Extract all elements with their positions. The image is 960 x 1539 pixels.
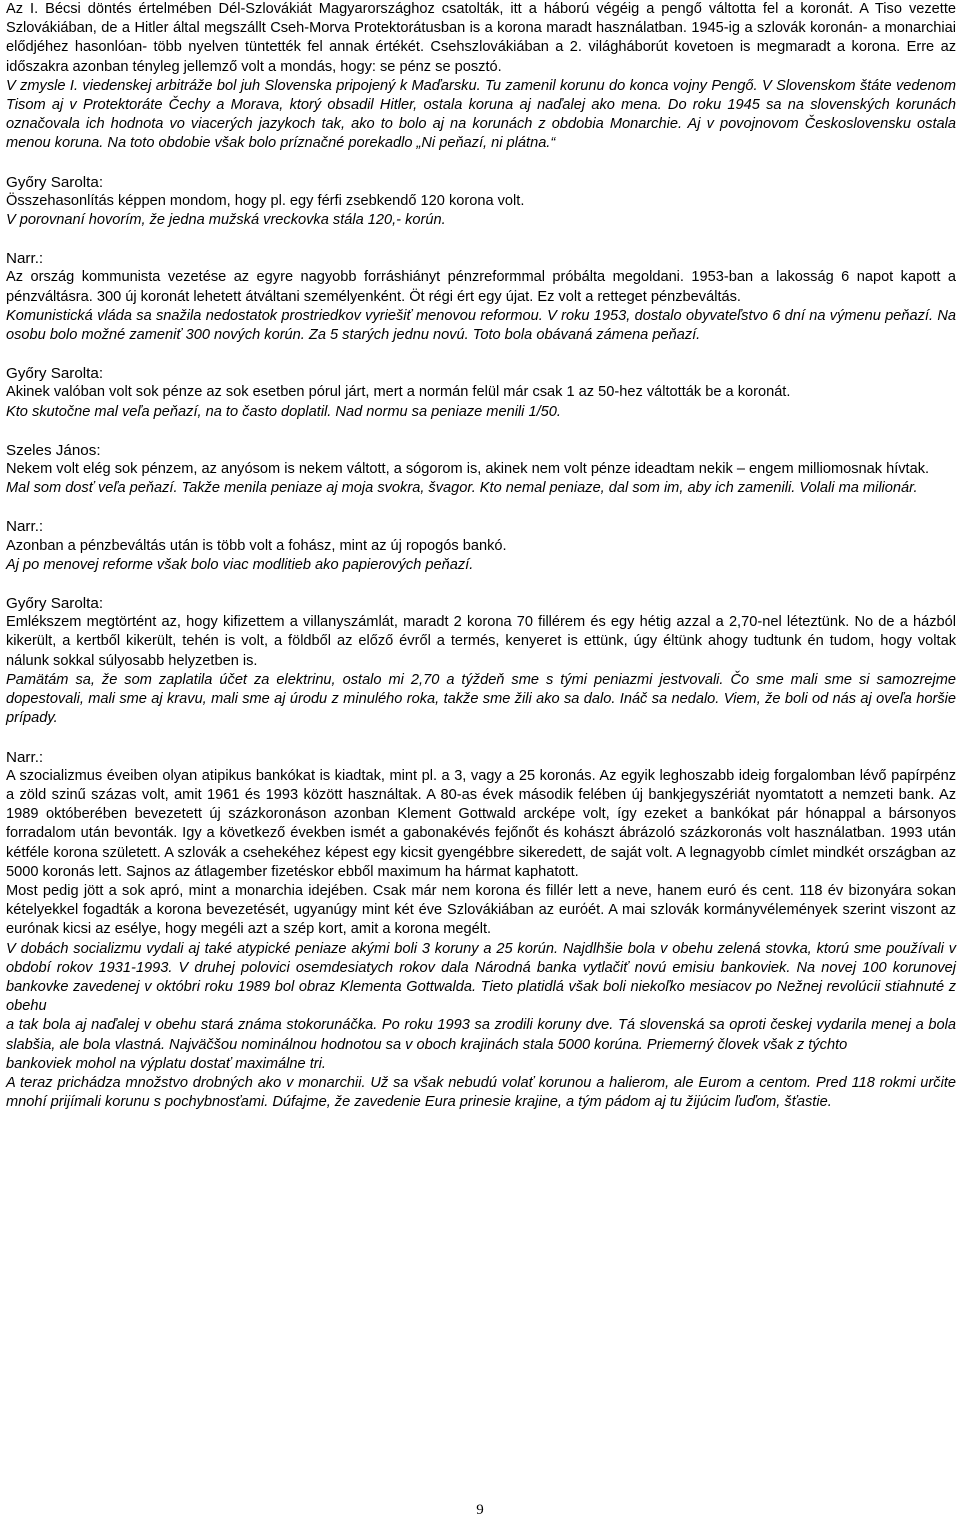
- slovak-paragraph: A teraz prichádza množstvo drobných ako v monarchii. Už sa však nebudú volať korunou a halierom, ale Eurom a centom. Pred 118 rokmi určite mnohí prijímali korunu s pochybnosťami. Dúfajme, že zavedenie Eura prinesie krajine, a tým pádom aj tu žijúcim ľuďom, šťastie.: [6, 1074, 956, 1111]
- hungarian-paragraph: Az I. Bécsi döntés értelmében Dél-Szlovákiát Magyarországhoz csatolták, itt a háború végéig a pengő váltotta fel a koronát. A Tiso vezette Szlovákiában, de a Hitler által megszállt Cseh-Morva Protektorátusban is a korona maradt használatban. 1945-ig a szlovák koronán- a monarchiai elődjéhez hasonlóan- több nyelven tüntették fel annak értékét. Csehszlovákiában a 2. világháborút kovetoen is megmaradt a korona. Erre az időszakra azonban tényleg jellemző volt a mondás, hogy: se pénz se posztó.: [6, 1, 956, 75]
- speaker-label: Győry Sarolta:: [6, 173, 104, 191]
- speaker-label: Narr.:: [6, 748, 44, 766]
- slovak-paragraph: Mal som dosť veľa peňazí. Takže menila peniaze aj moja svokra, švagor. Kto nemal peniaze, dal som im, aby ich zamenili. Volali ma milionár.: [6, 480, 918, 497]
- slovak-paragraph: V zmysle I. viedenskej arbitráže bol juh Slovenska pripojený k Maďarsku. Tu zamenil korunu do konca vojny Pengő. V Slovenskom štáte vedenom Tisom aj v Protektoráte Čechy a Morava, ktorý obsadil Hitler, ostala koruna aj naďalej ako mena. Do roku 1945 sa na slovenských korunách označovala ich hodnota vo viacerých jazykoch tak, ako to bolo aj na korunách z obdobia Monarchie. Aj v povojnovom Československu ostala menou koruna. Na toto obdobie však bolo príznačné porekadlo „Ni peňazí, ni plátna.“: [6, 77, 956, 152]
- page-number: 9: [476, 1502, 484, 1518]
- speaker-label: Győry Sarolta:: [6, 595, 104, 613]
- speaker-label: Szeles János:: [6, 441, 101, 459]
- speaker-label: Narr.:: [6, 250, 44, 268]
- paragraph-gap: [6, 498, 956, 517]
- hungarian-paragraph: Nekem volt elég sok pénzem, az anyósom is nekem váltott, a sógorom is, akinek nem volt pénze ideadtam nekik – engem milliomosnak hívtak.: [6, 461, 930, 478]
- slovak-paragraph: Pamätám sa, že som zaplatila účet za elektrinu, ostalo mi 2,70 a týždeň sme s tými peniazmi jestvovali. Čo sme mali sme si samozrejme dopestovali, mali sme aj kravu, mali sme aj úrodu z minulého roka, takže sme žili ako sa dalo. Ináč sa nedalo. Viem, že boli od nás aj oveľa horšie prípady.: [6, 671, 956, 727]
- speaker-label: Narr.:: [6, 518, 44, 536]
- paragraph-gap: [6, 729, 956, 748]
- slovak-paragraph: V porovnaní hovorím, že jedna mužská vreckovka stála 120,- korún.: [6, 212, 446, 229]
- hungarian-paragraph: A szocializmus éveiben olyan atipikus bankókat is kiadtak, mint pl. a 3, vagy a 25 koronás. Az egyik leghoszabb ideig forgalomban lévő papírpénz a zöld szinű százas volt, amit 1961 és 1993 között használtak. A 80-as évek második felében új bankjegyszériát nyomtatott a nemzeti bank. Az 1989 októberében bevezetett új százkoronáson azonban Klement Gottwald arcképe volt, így ezeket a bankókat pár hónappal a bársonyos forradalom után bevonták. Igy a következő években ismét a gabonakévés fejőnőt és kohászt ábrázoló százkoronás volt használatban. 1993 után kétféle korona született. A szlovák a csehekéhez képest egy kicsit gyengébbre sikeredett, de saját volt. A legnagyobb címlet mindkét országban az 5000 koronás lett. Sajnos az átlagember fizetéskor ebből maximum ha hármat kaphatott.: [6, 767, 956, 880]
- paragraph-gap: [6, 230, 956, 249]
- paragraph-gap: [6, 345, 956, 364]
- hungarian-paragraph: Emlékszem megtörtént az, hogy kifizettem a villanyszámlát, maradt 2 korona 70 fillérem és egy hétig azzal a 2,70-nel léteztünk. No de a házból kikerült, a kertből kikerült, tehén is volt, a földből az előző évről a termés, kenyeret is ettünk, úgy éltünk ahogy tudtunk én tudom, hogy voltak nálunk sokkal súlyosabb helyzetben is.: [6, 614, 956, 669]
- slovak-paragraph: bankoviek mohol na výplatu dostať maximálne tri.: [6, 1055, 326, 1072]
- hungarian-paragraph: Összehasonlítás képpen mondom, hogy pl. egy férfi zsebkendő 120 korona volt.: [6, 192, 525, 209]
- paragraph-gap: [6, 154, 956, 173]
- paragraph-gap: [6, 422, 956, 441]
- document-body: [6, 0, 956, 1112]
- paragraph-gap: [6, 575, 956, 594]
- hungarian-paragraph: Akinek valóban volt sok pénze az sok esetben pórul járt, mert a normán felül már csak 1 az 50-hez váltották be a koronát.: [6, 384, 791, 401]
- slovak-paragraph: V dobách socializmu vydali aj také atypické peniaze akými boli 3 koruny a 25 korún. Najdlhšie bola v obehu zelená stovka, ktorú sme používali v období rokov 1931-1993. V druhej polovici osemdesiatych rokov dala Národná banka vytlačiť novú emisiu bankoviek. Na novej 100 korunovej bankovke zavedenej v októbri roku 1989 bol obraz Klementa Gottwalda. Tieto platidlá však boli niekoľko mesiacov po Nežnej revolúcii stiahnuté z obehu: [6, 940, 956, 1015]
- hungarian-paragraph: Azonban a pénzbeváltás után is több volt a fohász, mint az új ropogós bankó.: [6, 537, 507, 554]
- slovak-paragraph: Komunistická vláda sa snažila nedostatok prostriedkov vyriešiť menovou reformou. V roku 1953, dostalo obyvateľstvo 6 dní na výmenu peňazí. Na osobu bolo možné zameniť 300 nových korún. Za 5 starých jednu novú. Toto bola obávaná zámena peňazí.: [6, 307, 956, 344]
- slovak-paragraph: a tak bola aj naďalej v obehu stará známa stokorunáčka. Po roku 1993 sa zrodili koruny dve. Tá slovenská sa oproti českej vydarila menej a bola slabšia, ale bola vlastná. Najväčšou nominálnou hodnotou sa v oboch krajinách stala 5000 korúna. Priemerný človek však z týchto: [6, 1017, 956, 1053]
- speaker-label: Győry Sarolta:: [6, 365, 104, 383]
- hungarian-paragraph: Az ország kommunista vezetése az egyre nagyobb forráshiányt pénzreformmal próbálta megoldani. 1953-ban a lakosság 6 napot kapott a pénzváltásra. 300 új koronát lehetett átváltani személyenként. Öt régi ért egy újat. Ez volt a retteget pénzbeváltás.: [6, 269, 956, 305]
- hungarian-paragraph: Most pedig jött a sok apró, mint a monarchia idejében. Csak már nem korona és fillér lett a neve, hanem euró és cent. 118 év bizonyára sokan kételyekkel fogadták a korona bevezetését, ugyanúgy mint két éve Szlovákiában az eurόét. A mai szlovák kormányvélemények szerint viszont az eurónak kicsi az esélye, hogy megéli azt a szép kort, amit a korona megélt.: [6, 882, 956, 938]
- slovak-paragraph: Aj po menovej reforme však bolo viac modlitieb ako papierových peňazí.: [6, 556, 474, 573]
- slovak-paragraph: Kto skutočne mal veľa peňazí, na to často doplatil. Nad normu sa peniaze menili 1/50.: [6, 403, 561, 420]
